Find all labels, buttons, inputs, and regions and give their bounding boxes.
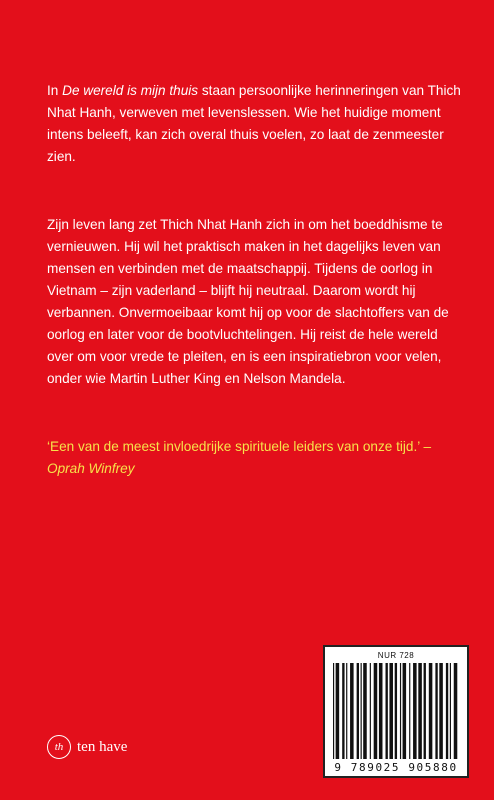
intro-paragraph — [47, 80, 467, 168]
quote-text: ‘Een van de meest invloedrijke spirituele leiders van onze tijd.’ – — [47, 439, 432, 454]
barcode-bar — [361, 663, 362, 759]
barcode-bar — [435, 663, 437, 759]
barcode-bar — [454, 663, 458, 759]
barcode-bar — [450, 663, 451, 759]
barcode-bar — [446, 663, 448, 759]
barcode-bar — [413, 663, 417, 759]
body-paragraph: Zijn leven lang zet Thich Nhat Hanh zich in om het boeddhisme te vernieuwen. Hij wil het praktisch maken in het dagelijks leven van mensen en verbinden met de maatschappij. Tijdens de oorlog in Vietnam – zijn vaderland – blijft hij neutraal. Daarom wordt hij verbannen. Onvermoeibaar komt hij op voor de slachtoffers van de oorlog en later voor de bootvluchtelingen. Hij reist de hele wereld over om voor vrede te pleiten, en is een inspiratiebron voor velen, onder wie Martin Luther King en Nelson Mandela. — [47, 217, 449, 386]
intro-text: staan persoonlijke herinneringen van Thich Nhat Hanh, verweven met levenslessen. Wie het huidige moment intens beleeft, kan zich overal thuis voelen, zo laat de zenmeester zien. — [47, 83, 461, 164]
quote-author: Oprah Winfrey — [47, 461, 135, 476]
publisher-mark-icon: th — [47, 735, 71, 759]
barcode-bar — [429, 663, 433, 759]
publisher-name: ten have — [77, 738, 128, 755]
barcode-bar — [386, 663, 388, 759]
barcode-bar — [350, 663, 354, 759]
barcode-label — [323, 645, 469, 778]
barcode-bar — [395, 663, 397, 759]
barcode-bar — [363, 663, 367, 759]
barcode-bar — [357, 663, 359, 759]
barcode-bar — [333, 663, 334, 759]
book-title: De wereld is mijn thuis — [62, 83, 199, 98]
barcode-bar — [400, 663, 401, 759]
intro-prefix: In — [47, 83, 63, 98]
quote-block — [47, 436, 467, 480]
barcode-bar — [389, 663, 393, 759]
barcode-bar — [409, 663, 410, 759]
barcode-bar — [403, 663, 407, 759]
isbn-digits: 9 789025 905880 — [334, 761, 458, 774]
barcode-bar — [374, 663, 378, 759]
barcode-bar — [424, 663, 426, 759]
barcode-bar — [346, 663, 347, 759]
barcode-bar — [379, 663, 383, 759]
barcode-bar — [439, 663, 443, 759]
nur-code: NUR 728 — [377, 651, 415, 660]
barcode-icon — [333, 663, 459, 759]
barcode-bar — [336, 663, 340, 759]
barcode-bar — [370, 663, 371, 759]
barcode-bar — [418, 663, 422, 759]
barcode-bar — [342, 663, 344, 759]
publisher-logo — [47, 735, 127, 759]
